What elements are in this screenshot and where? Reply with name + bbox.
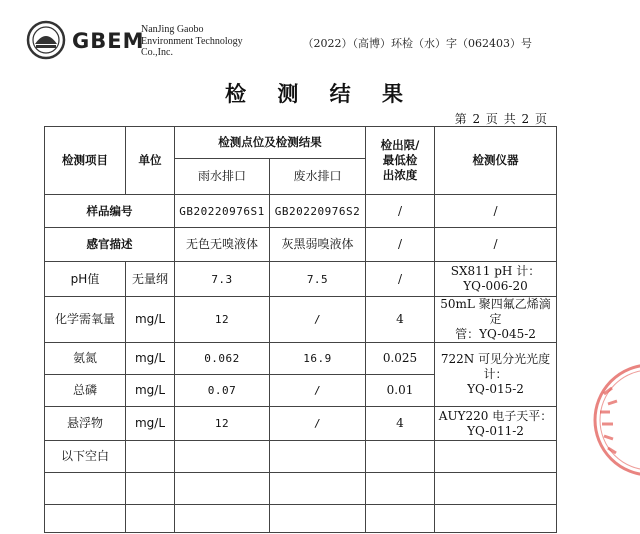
unit-cell: 无量纲	[126, 262, 175, 297]
company-line: Environment Technology	[141, 35, 243, 47]
limit-cell: 0.01	[366, 375, 435, 407]
sample-id-p2: GB20220976S2	[270, 195, 366, 228]
empty-cell	[45, 505, 126, 533]
limit-cell: 0.025	[366, 343, 435, 375]
limit-cell: 4	[366, 407, 435, 441]
empty-cell	[126, 441, 175, 473]
instrument-cell	[435, 343, 557, 407]
item-cell: 氨氮	[45, 343, 126, 375]
value-p1: 0.07	[175, 375, 270, 407]
table-row	[45, 297, 557, 343]
results-table	[44, 126, 557, 533]
header-limit-line: 出浓度	[382, 168, 418, 182]
item-cell: 悬浮物	[45, 407, 126, 441]
empty-cell	[435, 505, 557, 533]
empty-cell	[270, 505, 366, 533]
instrument-line: YQ-015-2	[467, 382, 524, 396]
table-row	[45, 505, 557, 533]
header-unit: 单位	[126, 127, 175, 195]
value-p1: 12	[175, 407, 270, 441]
instrument-line: YQ-011-2	[467, 423, 524, 438]
value-p2: 16.9	[270, 343, 366, 375]
empty-cell	[45, 473, 126, 505]
header-item: 检测项目	[45, 127, 126, 195]
company-name	[141, 24, 243, 59]
unit-cell: mg/L	[126, 297, 175, 343]
empty-cell	[175, 441, 270, 473]
header-limit	[366, 127, 435, 195]
table-row	[45, 343, 557, 375]
empty-cell	[270, 441, 366, 473]
value-p2: /	[270, 375, 366, 407]
sensory-p2: 灰黑弱嗅液体	[270, 228, 366, 262]
empty-cell	[435, 441, 557, 473]
instrument-line: SX811 pH 计：	[450, 264, 541, 278]
header-point1: 雨水排口	[175, 159, 270, 195]
sensory-limit: /	[366, 228, 435, 262]
table-row	[45, 441, 557, 473]
sensory-label: 感官描述	[45, 228, 175, 262]
unit-cell: mg/L	[126, 343, 175, 375]
sample-id-label: 样品编号	[45, 195, 175, 228]
report-header	[0, 0, 640, 70]
company-line: NanJing Gaobo	[141, 24, 204, 35]
item-cell: 总磷	[45, 375, 126, 407]
header-point2: 废水排口	[270, 159, 366, 195]
empty-cell	[366, 473, 435, 505]
sensory-p1: 无色无嗅液体	[175, 228, 270, 262]
value-p1: 0.062	[175, 343, 270, 375]
instrument-cell	[435, 262, 557, 297]
header-instrument: 检测仪器	[435, 127, 557, 195]
blank-label: 以下空白	[45, 441, 126, 473]
instrument-cell	[435, 407, 557, 441]
table-row	[45, 407, 557, 441]
sensory-instrument: /	[435, 228, 557, 262]
header-limit-line: 最低检	[382, 153, 418, 167]
instrument-line: 722N 可见分光光度计：	[440, 352, 551, 381]
header-points-group: 检测点位及检测结果	[175, 127, 366, 159]
empty-cell	[270, 473, 366, 505]
sample-id-p1: GB20220976S1	[175, 195, 270, 228]
unit-cell: mg/L	[126, 407, 175, 441]
instrument-cell	[435, 297, 557, 343]
instrument-line: 管：YQ-045-2	[455, 327, 536, 341]
unit-cell: mg/L	[126, 375, 175, 407]
empty-cell	[175, 473, 270, 505]
value-p1: 12	[175, 297, 270, 343]
company-seal-stamp	[580, 350, 640, 490]
value-p2: 7.5	[270, 262, 366, 297]
value-p2: /	[270, 407, 366, 441]
sample-id-instrument: /	[435, 195, 557, 228]
page-title: 检 测 结 果	[225, 82, 415, 106]
empty-cell	[126, 473, 175, 505]
table-row	[45, 473, 557, 505]
company-line: Co.,Inc.	[141, 47, 173, 58]
logo-text: GBEM	[72, 29, 145, 53]
instrument-line: AUY220 电子天平：	[438, 408, 553, 423]
table-row	[45, 262, 557, 297]
empty-cell	[175, 505, 270, 533]
item-cell: pH值	[45, 262, 126, 297]
empty-cell	[366, 505, 435, 533]
value-p1: 7.3	[175, 262, 270, 297]
empty-cell	[435, 473, 557, 505]
limit-cell: /	[366, 262, 435, 297]
limit-cell: 4	[366, 297, 435, 343]
header-limit-line: 检出限/	[380, 138, 420, 152]
instrument-line: 50mL 聚四氟乙烯滴定	[440, 297, 551, 326]
gbem-logo-icon	[26, 20, 66, 60]
empty-cell	[126, 505, 175, 533]
report-number: （2022）（高博）环检（水）字（062403）号	[302, 37, 532, 50]
page-number: 第 2 页 共 2 页	[454, 112, 548, 126]
item-cell: 化学需氧量	[45, 297, 126, 343]
sample-id-limit: /	[366, 195, 435, 228]
value-p2: /	[270, 297, 366, 343]
empty-cell	[366, 441, 435, 473]
instrument-line: YQ-006-20	[463, 279, 528, 293]
